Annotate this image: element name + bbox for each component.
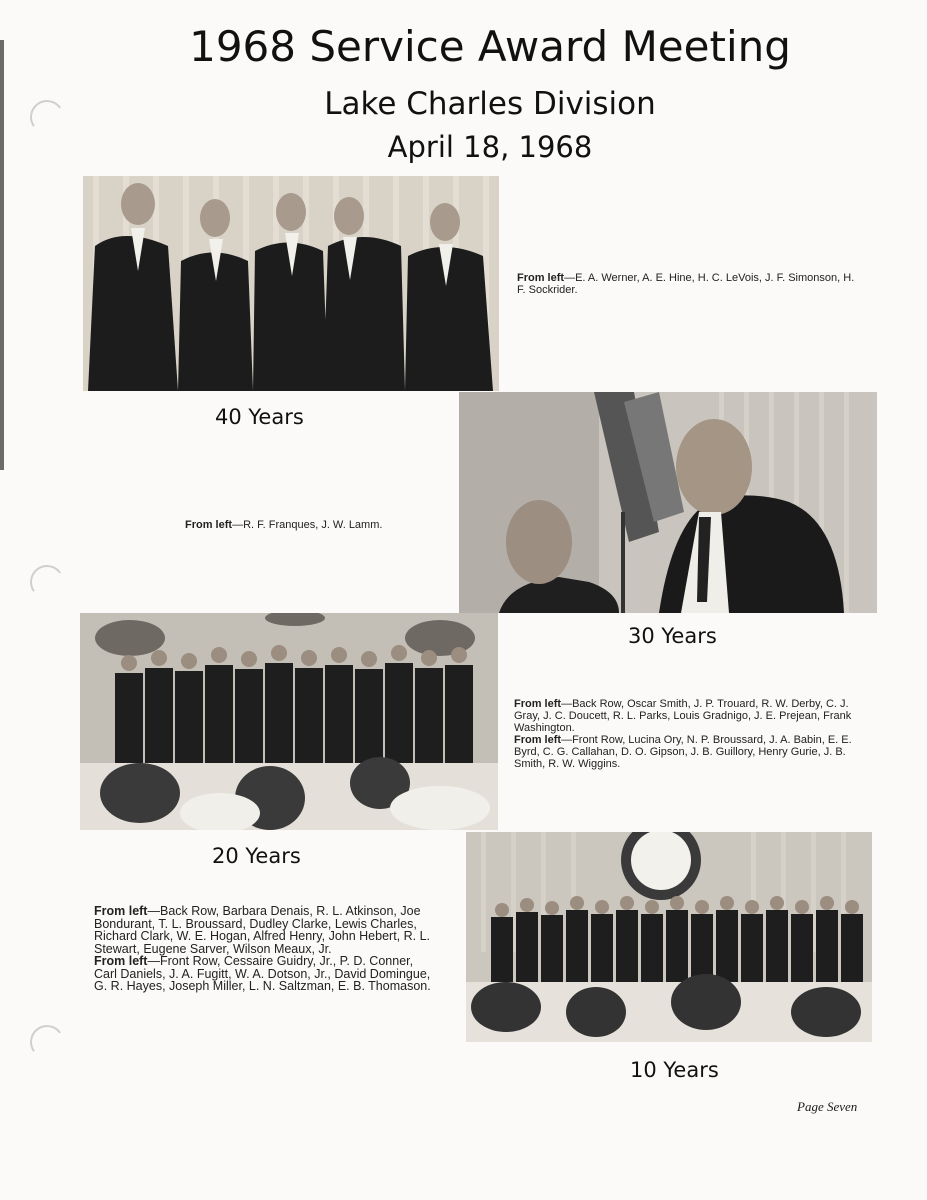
division-subtitle: Lake Charles Division xyxy=(324,86,656,122)
photo-40-years xyxy=(83,176,499,391)
label-10-years: 10 Years xyxy=(630,1058,719,1082)
caption-front-row: —Front Row, Lucina Ory, N. P. Broussard, J. A. Babin, E. E. Byrd, C. G. Callahan, D. O. Gipson, J. B. Guillory, Henry Gurie, J. B. Smith, R. W. Wiggins. xyxy=(514,734,852,770)
caption-lead: From left xyxy=(94,904,148,918)
caption-40-years xyxy=(517,272,862,296)
caption-lead: From left xyxy=(517,272,565,284)
caption-20-years xyxy=(514,698,859,770)
label-40-years: 40 Years xyxy=(215,405,304,429)
punch-hole-middle xyxy=(27,562,66,601)
page-number: Page Seven xyxy=(797,1099,858,1114)
label-30-years: 30 Years xyxy=(628,624,717,648)
label-20-years: 20 Years xyxy=(212,844,301,868)
caption-30-years xyxy=(185,519,445,531)
caption-lead: From left xyxy=(514,698,562,710)
caption-lead: From left xyxy=(514,734,562,746)
caption-lead: From left xyxy=(185,519,233,531)
caption-names: —E. A. Werner, A. E. Hine, H. C. LeVois, J. F. Simonson, H. F. Sockrider. xyxy=(517,272,855,296)
photo-10-years xyxy=(466,832,872,1042)
caption-10-years xyxy=(94,905,438,993)
page-title: 1968 Service Award Meeting xyxy=(189,22,791,71)
caption-front-row: —Front Row, Cessaire Guidry, Jr., P. D. Conner, Carl Daniels, J. A. Fugitt, W. A. Dotson, Jr., David Domingue, G. R. Hayes, Joseph Miller, L. N. Saltzman, E. B. Thomason. xyxy=(94,954,431,993)
meeting-date: April 18, 1968 xyxy=(387,130,593,164)
photo-30-years xyxy=(459,392,877,613)
caption-back-row: —Back Row, Barbara Denais, R. L. Atkinson, Joe Bondurant, T. L. Broussard, Dudley Clarke, Lewis Charles, Richard Clark, W. E. Hogan, Alfred Henry, John Hebert, R. L. Stewart, Eugene Sarver, Wilson Meaux, Jr. xyxy=(94,904,431,956)
caption-names: —R. F. Franques, J. W. Lamm. xyxy=(232,519,383,531)
caption-lead: From left xyxy=(94,954,148,968)
photo-20-years xyxy=(80,613,498,830)
caption-back-row: —Back Row, Oscar Smith, J. P. Trouard, R. W. Derby, C. J. Gray, J. C. Doucett, R. L. Parks, Louis Gradnigo, J. E. Prejean, Frank Washington. xyxy=(514,698,852,734)
punch-hole-bottom xyxy=(27,1022,66,1061)
